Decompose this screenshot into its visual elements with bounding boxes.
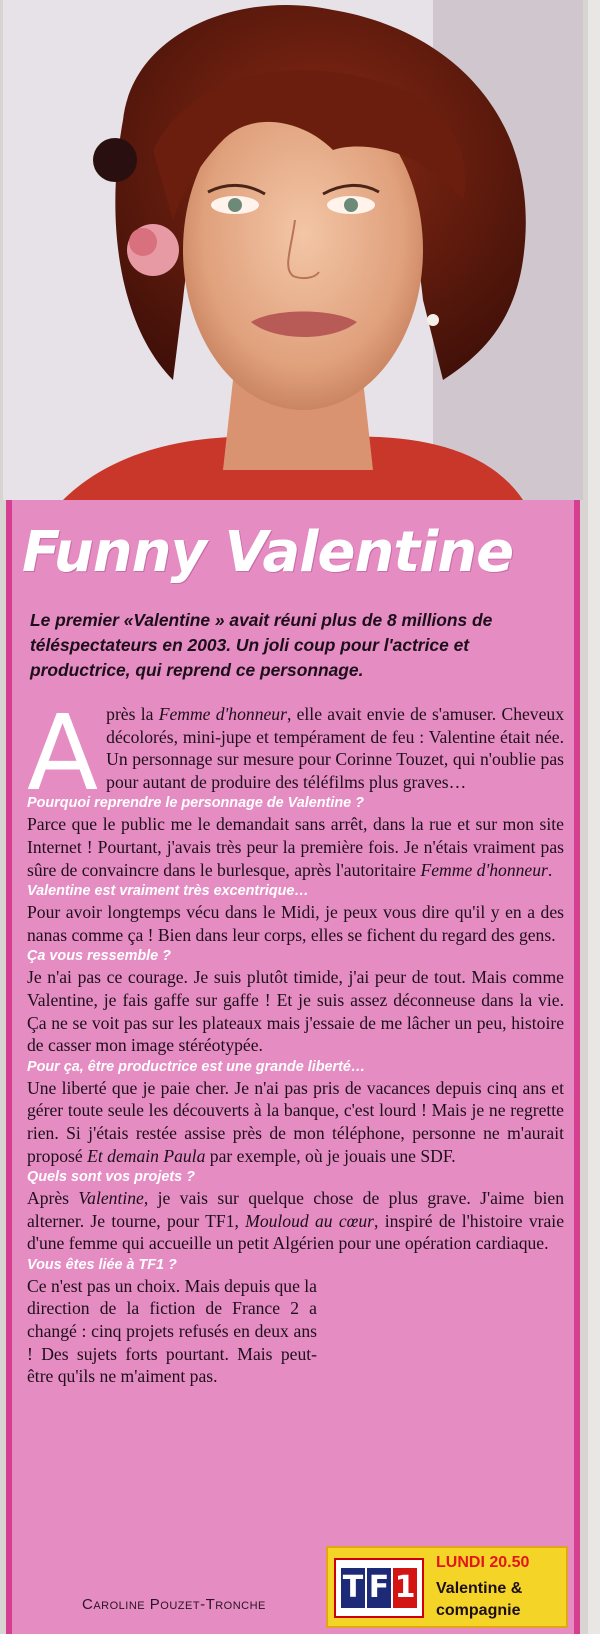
question-3: Ça vous ressemble ? xyxy=(27,948,171,965)
article-title: Funny Valentine xyxy=(22,520,514,585)
answer-4: Une liberté que je paie cher. Je n'ai pas pris de vacances depuis cinq ans et gérer toute seule les découverts à la banque, c'est lourd ! Mais je ne regrette rien. Si j'étais restée assise près de mon téléphone, personne ne m'aurait proposé Et demain Paula par exemple, où je jouais une SDF. xyxy=(27,1077,564,1166)
question-1: Pourquoi reprendre le personnage de Valentine ? xyxy=(27,795,364,812)
broadcast-time: LUNDI 20.50 xyxy=(436,1554,530,1571)
answer-6: Ce n'est pas un choix. Mais depuis que la direction de la fiction de France 2 a changé : cinq projets refusés en deux ans ! Des sujets forts pourtant. Mais peut-être qu'ils ne m'aiment pas. xyxy=(27,1275,317,1387)
answer-2: Pour avoir longtemps vécu dans le Midi, je peux vous dire qu'il y en a des nanas comme ça ! Bien dans leur corps, elles se fichent du regard des gens. xyxy=(27,902,564,945)
article-body xyxy=(27,692,565,1388)
question-2: Valentine est vraiment très excentrique… xyxy=(27,883,309,900)
answer-5: Après Valentine, je vais sur quelque chose de plus grave. J'aime bien alterner. Je tourne, pour TF1, Mouloud au cœur, inspiré de l'histoire vraie d'une femme qui accueille un petit Algérien pour une opération cardiaque. xyxy=(27,1188,565,1254)
byline: Caroline Pouzet-Tronche xyxy=(82,1596,266,1613)
answer-3: Je n'ai pas ce courage. Je suis plutôt timide, j'ai peur de tout. Mais comme Valentine, je fais gaffe sur gaffe ! Et je suis assez déconneuse dans la vie. Ça ne se voit pas sur les plateaux mais j'essaie de me lâcher un peu, histoire de casser mon image stéréotypée. xyxy=(27,967,564,1056)
portrait-illustration xyxy=(3,0,583,500)
tf1-logo: T F 1 xyxy=(334,1558,424,1618)
portrait-photo xyxy=(3,0,583,500)
tv-listing-box xyxy=(326,1546,568,1628)
article-lead: Le premier «Valentine » avait réuni plus de 8 millions de téléspectateurs en 2003. Un joli coup pour l'actrice et productrice, qui reprend ce personnage. xyxy=(30,610,493,680)
show-title: Valentine & compagnie xyxy=(436,1580,523,1619)
question-5: Quels sont vos projets ? xyxy=(27,1169,195,1186)
question-4: Pour ça, être productrice est une grande liberté… xyxy=(27,1058,366,1075)
drop-cap: A xyxy=(27,692,99,814)
question-6: Vous êtes liée à TF1 ? xyxy=(27,1256,177,1273)
answer-1: Parce que le public me le demandait sans arrêt, dans la rue et sur mon site Internet ! Pourtant, j'avais très peur la première fois. Je n'étais vraiment pas sûre de convaincre dans le burlesque, après l'autoritaire Femme d'honneur. xyxy=(27,814,564,880)
intro-paragraph: Après la Femme d'honneur, elle avait envie de s'amuser. Cheveux décolorés, mini-jupe et tempérament de feu : Valentine était née. Un personnage sur mesure pour Corinne Touzet, qui n'oublie pas pour autant de produire des téléfilms plus graves… xyxy=(27,692,565,814)
